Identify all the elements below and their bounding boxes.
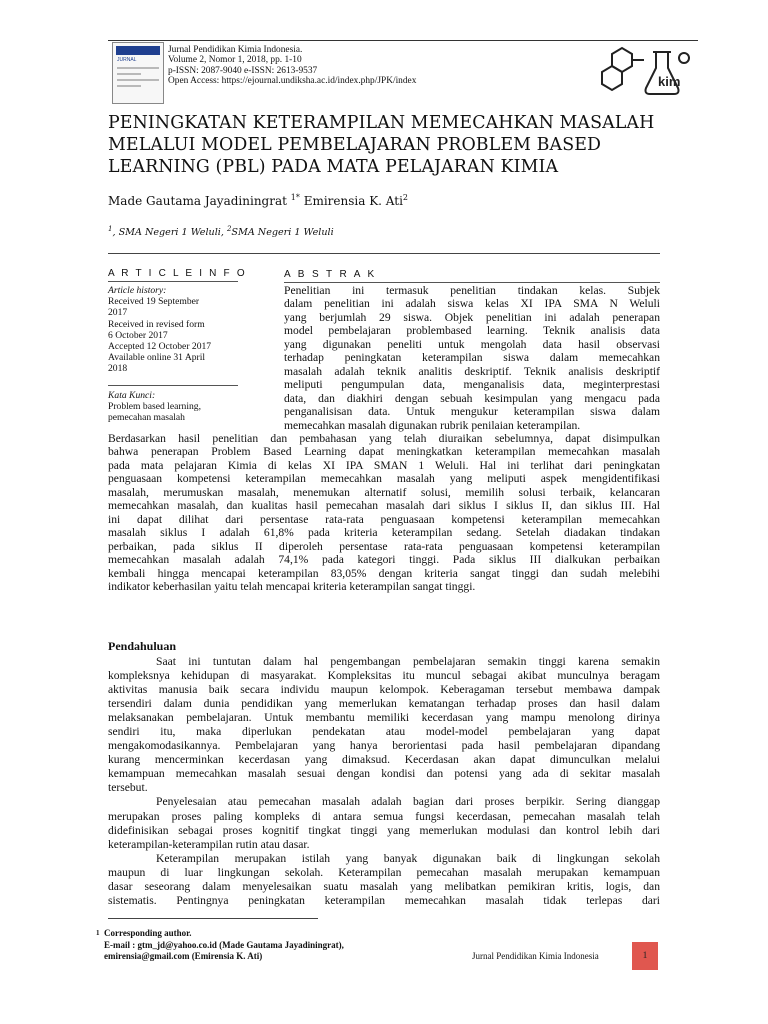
body-line: didefinisikan sebagai proses kognitif tingkat tinggi yang memerlukan modulasi dan kontrol lebih dari [108, 823, 660, 837]
body-line: kemampuan memecahkan masalah sesuai dengan kondisi dan potensi yang ada di sekitar masalah [108, 767, 660, 781]
abstract-line: memecahkan masalah digunakan rubrik penilaian keterampilan. [284, 418, 581, 432]
abstract-line: meliputi pengumpulan data, menganalisis data, meginterprestasi [284, 378, 660, 392]
abstract-line: dalam penelitian ini adalah siswa kelas XI IPA SMA N Weluli [284, 297, 660, 311]
body-line: melaksanakan pembelajaran. Untuk membantu memiliki kecerdasan yang mampu menolong dirinya [108, 711, 660, 725]
abstract-line: model pembelajaran problembased learning. Teknik analisis data [284, 324, 660, 338]
abstract-line: Berdasarkan hasil penelitian dan pembahasan yang telah diuraikan sebelumnya, dapat disimpulkan [108, 431, 660, 445]
journal-open-access[interactable]: Open Access: https://ejournal.undiksha.ac.id/index.php/JPK/index [168, 76, 417, 87]
abstract-line: pada mata pelajaran Kimia di kelas XI IPA SMAN 1 Weluli. Hal ini terlihat dari peningkatan [108, 458, 660, 472]
abstract-line: memecahkan masalah, dan kualitas hasil pemecahan masalah dari siklus I siklus II, dan siklus III. Hal [108, 499, 660, 513]
abstract-line: bahwa penerapan Problem Based Learning dapat meningkatkan keterampilan memecahkan masalah [108, 445, 660, 459]
body-line: tersebut. [108, 781, 148, 795]
body-line: Keterampilan merupakan istilah yang banyak digunakan baik di lingkungan sekolah [156, 851, 660, 865]
abstract-line: penganalisisan data. Untuk mengukur keterampilan siswa dalam [284, 405, 660, 419]
corresponding-author-footnote: $^1$ Corresponding author. E-mail : gtm_jd@yahoo.co.id (Made Gautama Jayadiningrat), emirensia@gmail.com (Emirensia K. Ati) [96, 928, 344, 962]
author-marks: 1* [290, 193, 300, 202]
body-line: merupakan proses paling kompleks di antara semua fungsi kecerdasan, pemecahan masalah telah [108, 809, 660, 823]
abstract-line: Penelitian ini termasuk penelitian tindakan kelas. Subjek [284, 284, 660, 297]
affiliations: $^1$, SMA Negeri 1 Weluli, $^2$SMA Negeri 1 Weluli [108, 225, 334, 239]
abstract-line: terhadap peningkatan keterampilan siswa dalam memecahkan [284, 351, 660, 365]
journal-name: Jurnal Pendidikan Kimia Indonesia. [168, 45, 303, 55]
abstract-line: data, dan diakhiri dengan sebuah kesimpulan yang mengacu pada [284, 391, 660, 405]
footnote-rule [108, 918, 318, 919]
section-rule [108, 253, 660, 254]
journal-issn: p-ISSN: 2087-9040 e-ISSN: 2613-9537 [168, 65, 318, 76]
title-line: PENINGKATAN KETERAMPILAN MEMECAHKAN MASALAH [108, 113, 655, 133]
body-line: aktivitas manusia baik secara individu maupun kelompok. Keberagaman tersebut membawa dampak [108, 683, 660, 697]
section-heading-introduction: Pendahuluan [108, 639, 177, 653]
body-line: sistematis. Pentingnya peningkatan keterampilan memecahkan masalah tidak terlepas dari [108, 893, 660, 907]
abstract-line: yang digunakan peneliti untuk mengolah data hasil observasi [284, 337, 660, 351]
title-line: MELALUI MODEL PEMBELAJARAN PROBLEM BASED [108, 135, 602, 155]
abstract-line: yang berjumlah 29 siswa. Objek penelitian ini adalah penerapan [284, 310, 660, 324]
journal-volume: Volume 2, Nomor 1, 2018, pp. 1-10 [168, 55, 302, 66]
body-line: dasar seseorang dalam menyelesaikan suatu masalah yang melibatkan pemikiran kritis, logis, dan [108, 879, 660, 893]
logo-text: kim [658, 74, 681, 89]
body-line: kurang mencerminkan kecerdasan yang dimaksud. Kecerdasan akan dapat dimunculkan melalui [108, 753, 660, 767]
body-line: Saat ini tuntutan dalam hal pengembangan pembelajaran semakin tinggi karena semakin [156, 655, 660, 668]
abstract-line: memecahkan masalah adalah 74,1% pada kategori tinggi. Pada siklus III dialkukan perbaikan [108, 553, 660, 567]
cover-band [116, 46, 160, 55]
body-line: kompleksnya kehidupan di masyarakat. Kompleksitas itu muncul sebagai akibat munculnya beragam [108, 669, 660, 683]
abstract-line: masalah siklus I adalah 61,8% pada kriteria keterampilan sedang. Setelah diadakan tindakan [108, 526, 660, 540]
abstract-heading: A B S T R A K [284, 269, 377, 280]
abstract-line: masalah, merumuskan masalah, menemukan alternatif solusi, memilih solusi terbaik, kelancaran [108, 485, 660, 499]
email-line[interactable]: E-mail : gtm_jd@yahoo.co.id (Made Gautama Jayadiningrat), [104, 939, 344, 950]
abstract-rule [284, 282, 660, 283]
abstract-line: ini dapat dilihat dari persentase rata-rata penguasaan kompetensi keterampilan memecahkan [108, 512, 660, 526]
body-line: keterampilan-keterampilan rutin atau dasar. [108, 837, 310, 851]
body-line: tersendiri dalam dunia pendidikan yang memerlukan kematangan terhadap proses dan hasil dalam [108, 697, 660, 711]
email-line[interactable]: emirensia@gmail.com (Emirensia K. Ati) [104, 951, 263, 962]
journal-cover-thumbnail [112, 42, 164, 104]
author-name: Emirensia K. Ati [303, 194, 403, 208]
body-line: maupun di luar lingkungan sekolah. Keterampilan pemecahan masalah merupakan kemampuan [108, 865, 660, 879]
page-number: 1 [632, 942, 658, 970]
abstract-body [108, 284, 660, 593]
abstract-line: perbaikan, pada siklus II diperoleh persentase rata-rata penguasaan kompetensi keterampilan [108, 539, 660, 553]
author-marks: 2 [402, 193, 409, 202]
article-history: Article history: Received 19 September 2017 Received in revised form 6 October 2017 Accepted 12 October 2017 Available online 31 April 2018 [108, 285, 212, 375]
article-info-heading: A R T I C L E I N F O [108, 268, 247, 279]
author-list [108, 193, 408, 208]
body-line: mengakomodasikannya. Pembelajaran yang hanya berorientasi pada hasil pembelajaran dipandang [108, 739, 660, 753]
abstract-line: kembali hingga mencapai keterampilan 83,05% dengan kriteria sangat tinggi dan sudah melebihi [108, 566, 660, 580]
paper-title [108, 112, 708, 178]
keywords: Kata Kunci: Problem based learning, pemecahan masalah [108, 390, 201, 424]
introduction-body [108, 655, 660, 908]
cover-title: JURNAL [117, 57, 137, 63]
journal-info [168, 45, 548, 87]
article-info-rule [108, 281, 238, 282]
abstract-line: penguasaan kompetensi keterampilan memecahkan masalah yang meliputi aspek mengidentifikasi [108, 472, 660, 486]
body-line: sendiri itu, maka diperlukan pendekatan atau model-model pembelajaran yang dapat [108, 725, 660, 739]
title-line: LEARNING (PBL) PADA MATA PELAJARAN KIMIA [108, 157, 559, 177]
abstract-line: indikator keberhasilan yaitu telah mencapai kriteria keterampilan sangat tinggi. [108, 579, 476, 593]
jpk-logo-icon [598, 46, 692, 98]
abstract-line: masalah adalah teknik analitis deskriptif. Teknik analisis deskriptif [284, 364, 660, 378]
header-rule [108, 40, 698, 41]
author-name: Made Gautama Jayadiningrat [108, 194, 287, 208]
footer-journal-name: Jurnal Pendidikan Kimia Indonesia [472, 951, 599, 961]
body-line: Penyelesaian atau pemecahan masalah adalah bagian dari proses berpikir. Sering dianggap [156, 795, 660, 809]
